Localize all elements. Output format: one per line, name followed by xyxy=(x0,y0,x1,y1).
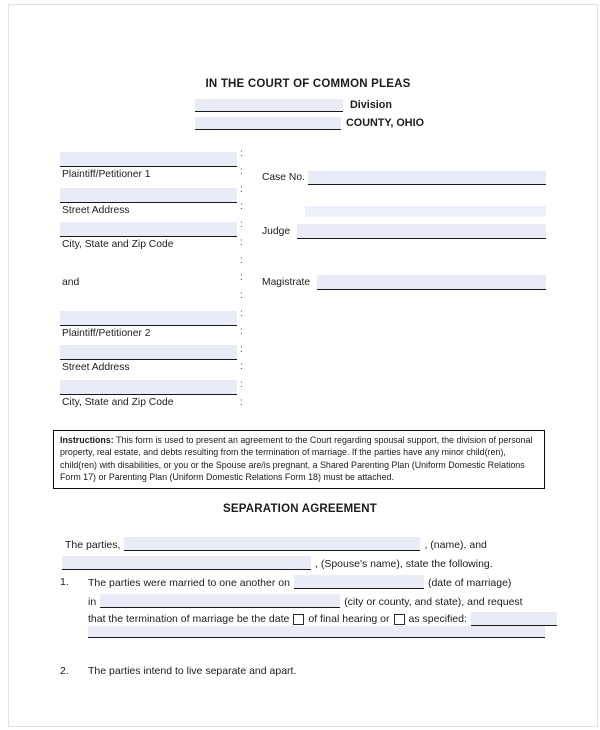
party1-label: Plaintiff/Petitioner 1 xyxy=(62,169,151,180)
division-field[interactable] xyxy=(195,99,343,112)
agreement-title: SEPARATION AGREEMENT xyxy=(223,503,377,515)
colon-separator: : xyxy=(240,219,243,231)
case-no-field[interactable] xyxy=(308,171,546,185)
party2-city-field[interactable] xyxy=(60,380,237,395)
and-label: and xyxy=(62,277,80,288)
item1-text-7: as specified: xyxy=(408,612,467,625)
colon-separator: : xyxy=(240,165,243,177)
party1-street-label: Street Address xyxy=(62,205,130,216)
case-no-extra-field[interactable] xyxy=(305,206,546,217)
item1-text-4: (city or county, and state), and request xyxy=(344,596,523,608)
magistrate-field[interactable] xyxy=(317,275,546,290)
colon-separator: : xyxy=(240,325,243,337)
party1-city-label: City, State and Zip Code xyxy=(62,239,174,250)
party1-name-field[interactable] xyxy=(60,152,237,167)
caption-colon-column xyxy=(240,148,248,408)
marriage-place-field[interactable] xyxy=(100,594,340,608)
instructions-body: This form is used to present an agreement to the Court regarding spousal support, the division of personal property, real estate, and debts resulting from the termination of marriage. If the parties have any minor child(ren), child(ren) with disabilities, or you or the Spouse are/is pregnant, a Shared Parenting Plan (Uniform Domestic Relations Form 17) or Parenting Plan (Uniform Domestic Relations Form 18) must be attached. xyxy=(60,435,533,483)
colon-separator: : xyxy=(240,183,243,195)
colon-separator: : xyxy=(240,272,243,284)
item1-number: 1. xyxy=(60,576,69,588)
item1-text-6: of final hearing or xyxy=(308,612,390,625)
party2-city-label: City, State and Zip Code xyxy=(62,397,174,408)
court-title: IN THE COURT OF COMMON PLEAS xyxy=(205,78,411,90)
item1-text-1: The parties were married to one another on xyxy=(88,577,290,589)
item1-text-5: that the termination of marriage be the date xyxy=(88,612,290,625)
specified-date-continuation-field[interactable] xyxy=(88,626,545,638)
colon-separator: : xyxy=(240,308,243,320)
item1-text-2: (date of marriage) xyxy=(427,577,512,589)
colon-separator: : xyxy=(240,201,243,213)
specified-date-field[interactable] xyxy=(471,612,557,626)
case-no-label: Case No. xyxy=(262,172,305,183)
colon-separator: : xyxy=(240,396,243,408)
party1-city-field[interactable] xyxy=(60,222,237,237)
party2-label: Plaintiff/Petitioner 2 xyxy=(62,328,151,339)
colon-separator: : xyxy=(240,379,243,391)
intro-text-1: The parties, xyxy=(65,539,121,551)
judge-field[interactable] xyxy=(297,224,546,239)
party-name-inline-field[interactable] xyxy=(124,537,420,551)
judge-label: Judge xyxy=(262,226,291,237)
item1-text-3: in xyxy=(88,596,97,608)
spouse-name-inline-field[interactable] xyxy=(62,556,311,570)
colon-separator: : xyxy=(240,148,243,159)
instructions-lead: Instructions: xyxy=(60,435,114,445)
as-specified-checkbox[interactable] xyxy=(394,614,405,625)
party2-name-field[interactable] xyxy=(60,311,237,326)
final-hearing-checkbox[interactable] xyxy=(293,614,304,625)
division-label: Division xyxy=(350,99,392,111)
colon-separator: : xyxy=(240,236,243,248)
party1-street-field[interactable] xyxy=(60,188,237,203)
intro-text-3: , (Spouse's name), state the following. xyxy=(315,558,493,570)
county-field[interactable] xyxy=(195,117,341,130)
county-label: COUNTY, OHIO xyxy=(346,117,424,129)
colon-separator: : xyxy=(240,343,243,355)
item2-text: The parties intend to live separate and apart. xyxy=(88,665,297,677)
magistrate-label: Magistrate xyxy=(262,277,311,288)
intro-text-2: , (name), and xyxy=(424,539,487,551)
item2-number: 2. xyxy=(60,665,69,677)
colon-separator: : xyxy=(240,254,243,266)
colon-separator: : xyxy=(240,290,243,302)
marriage-date-field[interactable] xyxy=(294,575,424,589)
party2-street-label: Street Address xyxy=(62,362,130,373)
instructions-box xyxy=(53,430,545,489)
party2-street-field[interactable] xyxy=(60,345,237,360)
colon-separator: : xyxy=(240,361,243,373)
